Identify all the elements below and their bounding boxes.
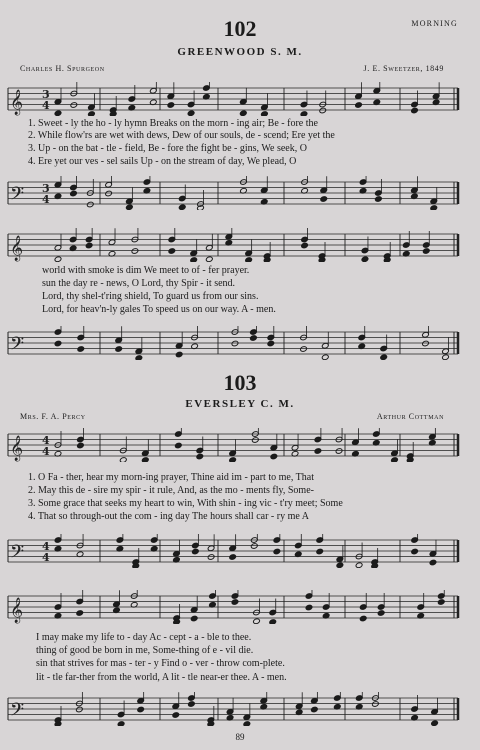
svg-text:3: 3 (42, 88, 50, 101)
page-number: 89 (235, 732, 245, 742)
music-staff (0, 228, 480, 262)
svg-text:𝄞: 𝄞 (10, 436, 24, 461)
svg-text:3: 3 (42, 182, 50, 195)
svg-text:4: 4 (42, 540, 50, 553)
hymn-composer: J. E. Sweetzer, 1849 (363, 64, 444, 73)
lyric-line: world with smoke is dim We meet to of - fer prayer. (42, 265, 250, 276)
lyric-line: 2. May this de - sire my spir - it rule, And, as the mo - ments fly, Some- (28, 485, 314, 496)
music-staff (0, 176, 480, 210)
lyric-line: 3. Some grace that seeks my heart to win, With shin - ing vic - t'ry meet; Some (28, 498, 343, 509)
lyric-line: sin that strives for mas - ter - y Find o - ver - throw com-plete. (36, 658, 285, 669)
lyric-line: 2. While flow'rs are wet with dews, Dew of our souls, de - scend; Ere yet the (28, 130, 335, 141)
svg-text:𝄞: 𝄞 (10, 236, 24, 261)
svg-text:𝄞: 𝄞 (10, 598, 24, 623)
lyric-line: thing of good be born in me, Some-thing of e - vil die. (36, 645, 254, 656)
lyric-line: 3. Up - on the bat - tle - field, Be - fore the fight be - gins, We seek, O (28, 143, 307, 154)
music-staff (0, 82, 480, 116)
hymn-composer: Arthur Cottman (376, 412, 444, 421)
svg-text:𝄢: 𝄢 (10, 542, 25, 567)
music-staff (0, 692, 480, 726)
music-staff (0, 326, 480, 360)
svg-text:4: 4 (42, 434, 50, 447)
music-staff (0, 590, 480, 624)
lyric-line: 1. Sweet - ly the ho - ly hymn Breaks on the morn - ing air; Be - fore the (28, 118, 318, 129)
lyric-line: I may make my life to - day Ac - cept - a - ble to thee. (36, 632, 252, 643)
svg-text:4: 4 (42, 193, 50, 206)
svg-text:4: 4 (42, 99, 50, 112)
hymn-author: Mrs. F. A. Percy (20, 412, 86, 421)
lyric-line: Lord, thy shel-t'ring shield, To guard us from our sins. (42, 291, 259, 302)
lyric-line: 4. That so through-out the com - ing day The hours shall car - ry me A (28, 511, 309, 522)
svg-text:𝄢: 𝄢 (10, 184, 25, 209)
section-heading: MORNING (411, 19, 458, 28)
hymn-number: 103 (223, 370, 257, 395)
music-staff (0, 534, 480, 568)
lyric-line: Lord, for heav'n-ly gales To speed us on our way. A - men. (42, 304, 276, 315)
music-staff (0, 428, 480, 462)
svg-text:𝄢: 𝄢 (10, 334, 25, 359)
svg-text:𝄢: 𝄢 (10, 700, 25, 725)
lyric-line: 4. Ere yet our ves - sel sails Up - on the stream of day, We plead, O (28, 156, 297, 167)
lyric-line: sun the day re - news, O Lord, thy Spir - it send. (42, 278, 236, 289)
lyric-line: lit - tle far-ther from the world, A lit - tle near-er thee. A - men. (36, 672, 287, 683)
tune-name: EVERSLEY C. M. (185, 398, 295, 410)
svg-text:4: 4 (42, 445, 50, 458)
hymn-number: 102 (223, 16, 257, 41)
svg-text:𝄞: 𝄞 (10, 90, 24, 115)
svg-text:4: 4 (42, 551, 50, 564)
tune-name: GREENWOOD S. M. (177, 46, 303, 58)
lyric-line: 1. O Fa - ther, hear my morn-ing prayer, Thine aid im - part to me, That (28, 472, 314, 483)
hymn-author: Charles H. Spurgeon (20, 64, 105, 73)
